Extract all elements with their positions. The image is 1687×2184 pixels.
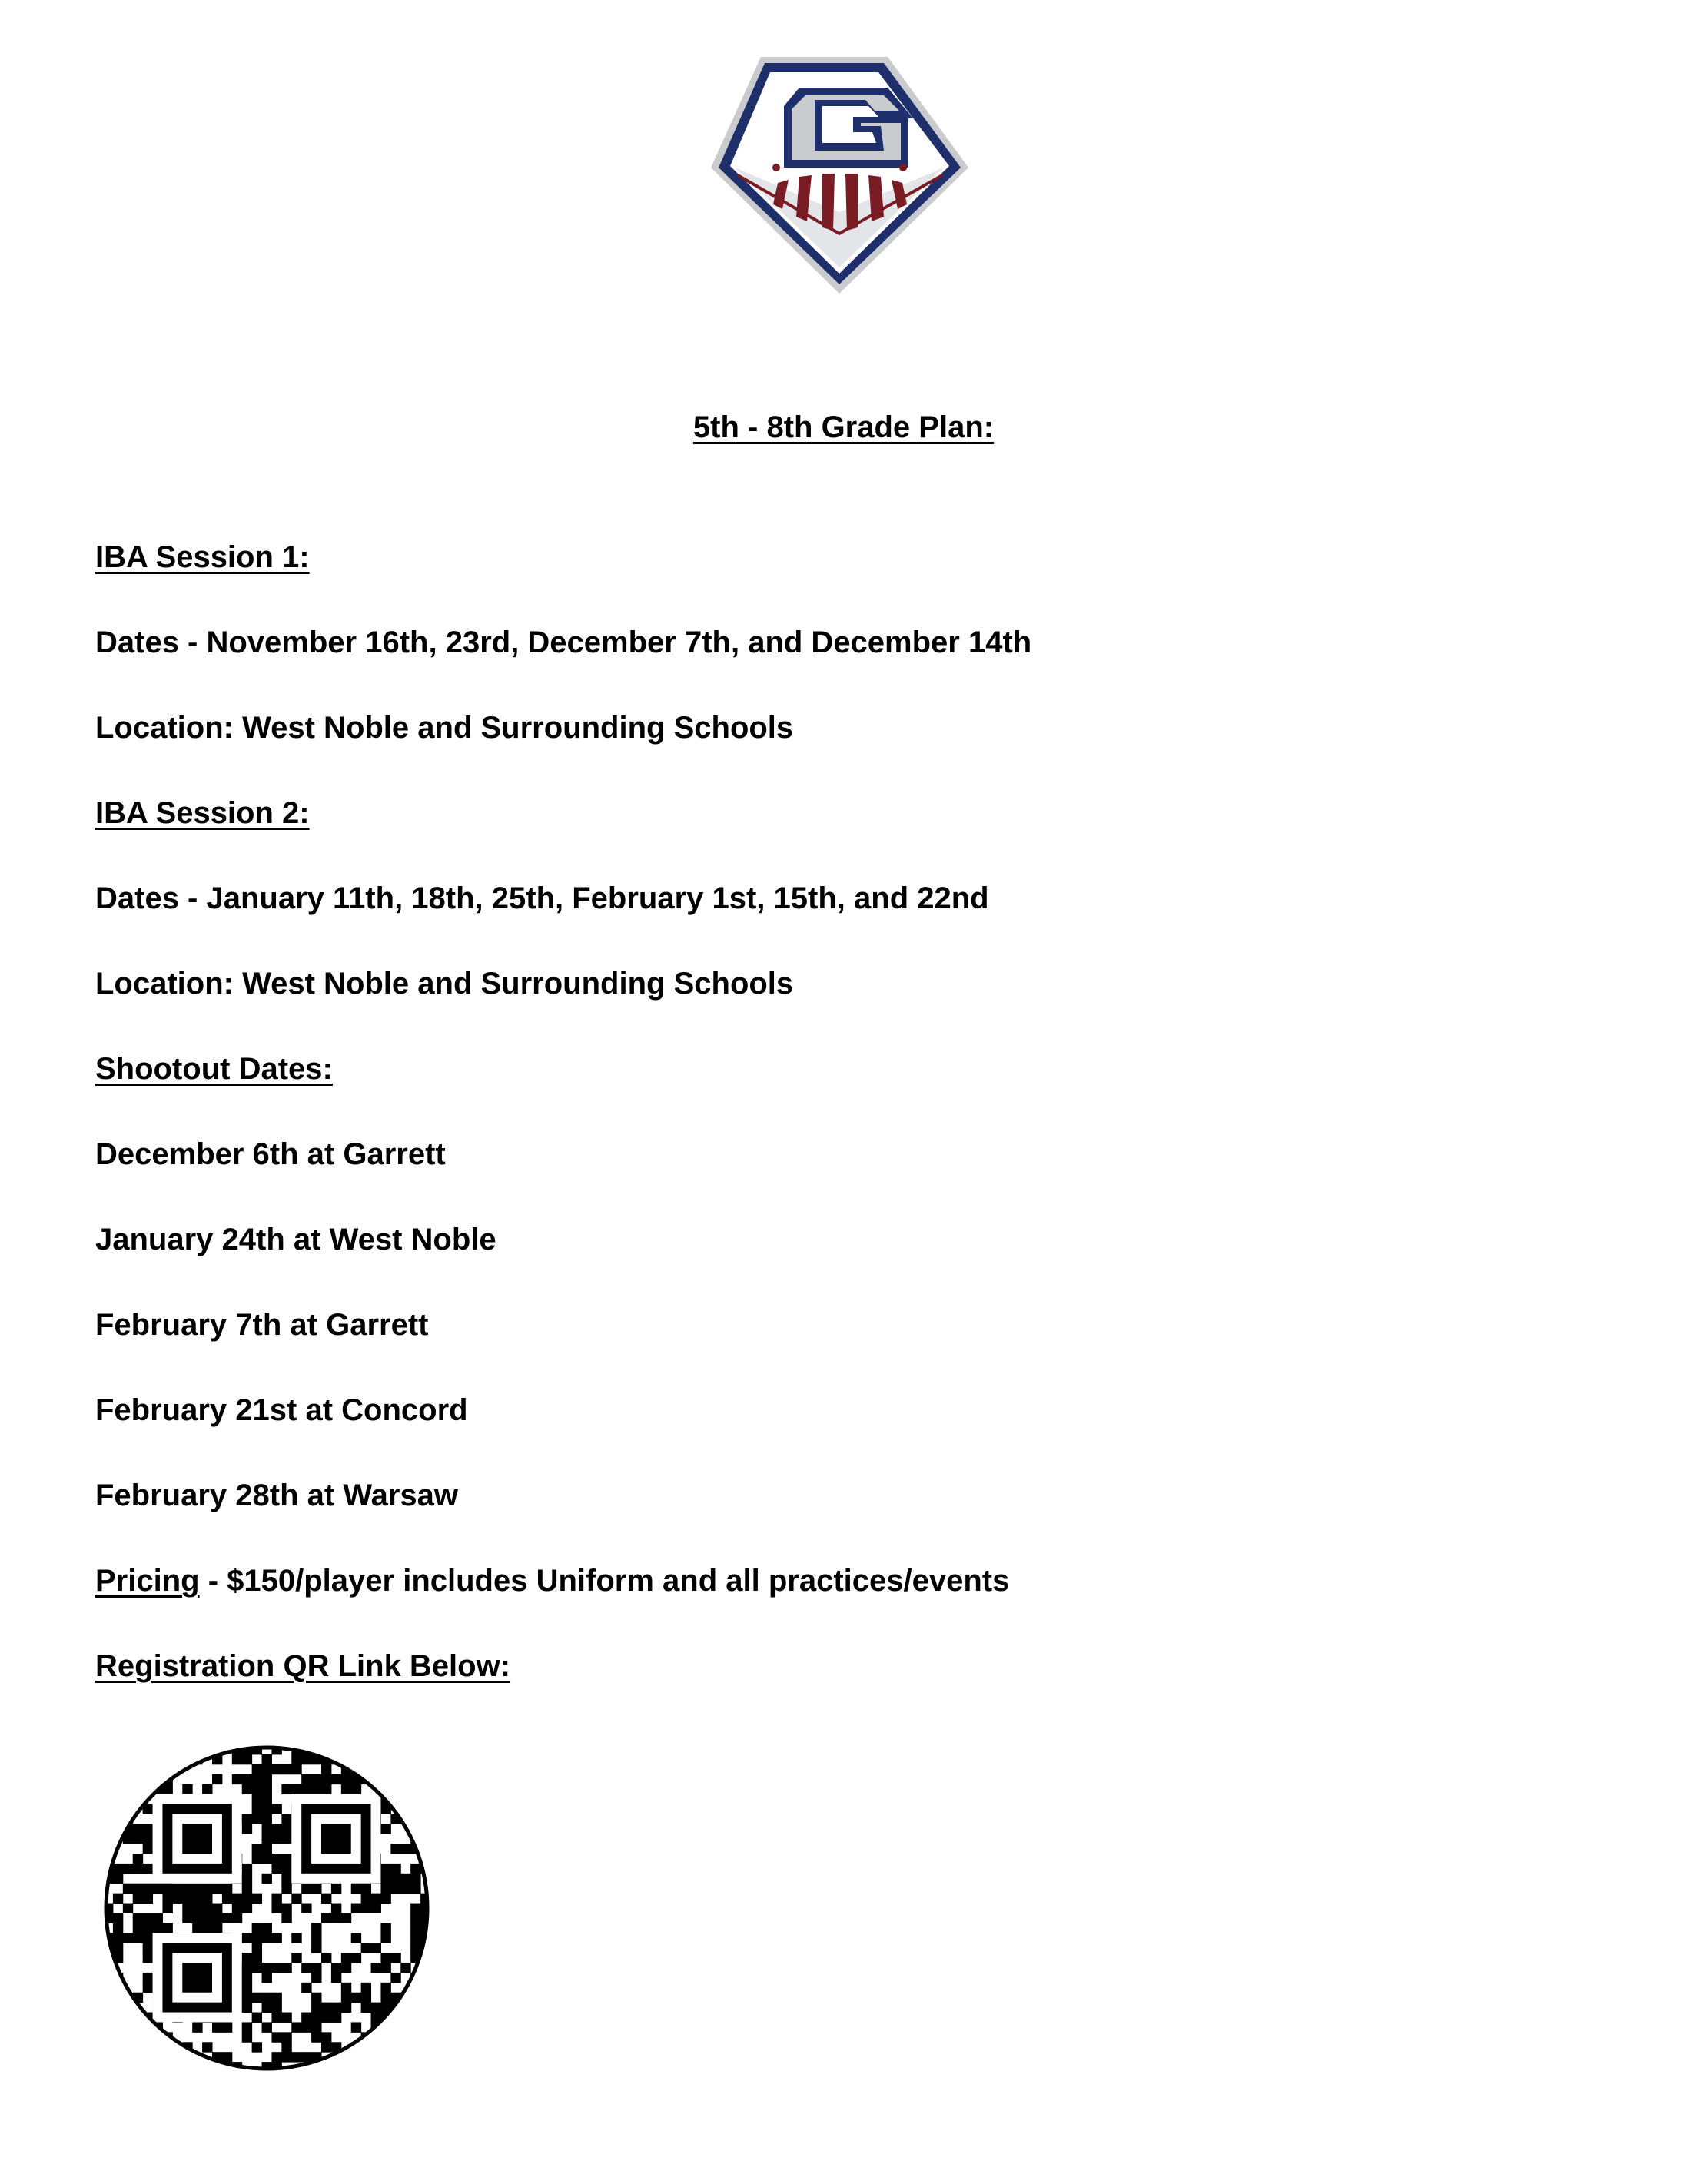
page-title: 5th - 8th Grade Plan: [692,410,995,444]
shootout-date-item: January 24th at West Noble [95,1223,496,1256]
session-2-dates: Dates - January 11th, 18th, 25th, February 1st, 15th, and 22nd [95,881,989,915]
session-1-location: Location: West Noble and Surrounding Schools [95,711,794,745]
shootout-date-item: December 6th at Garrett [95,1137,446,1171]
shootout-date-item: February 21st at Concord [95,1393,468,1427]
session-1-heading: IBA Session 1: [95,540,310,574]
pricing-text: - $150/player includes Uniform and all practices/events [199,1564,1010,1598]
shootout-heading: Shootout Dates: [95,1052,333,1086]
shootout-date-item: February 7th at Garrett [95,1308,429,1342]
session-2-location: Location: West Noble and Surrounding Schools [95,967,794,1001]
shield-g-logo [707,52,972,297]
pricing-label: Pricing [95,1564,200,1598]
registration-heading: Registration QR Link Below: [95,1649,511,1683]
shootout-date-item: February 28th at Warsaw [95,1479,459,1512]
session-1-dates: Dates - November 16th, 23rd, December 7th, and December 14th [95,626,1032,659]
pricing-line [95,1565,1009,1596]
session-2-heading: IBA Session 2: [95,796,310,830]
registration-qr-code[interactable] [103,1744,430,2072]
